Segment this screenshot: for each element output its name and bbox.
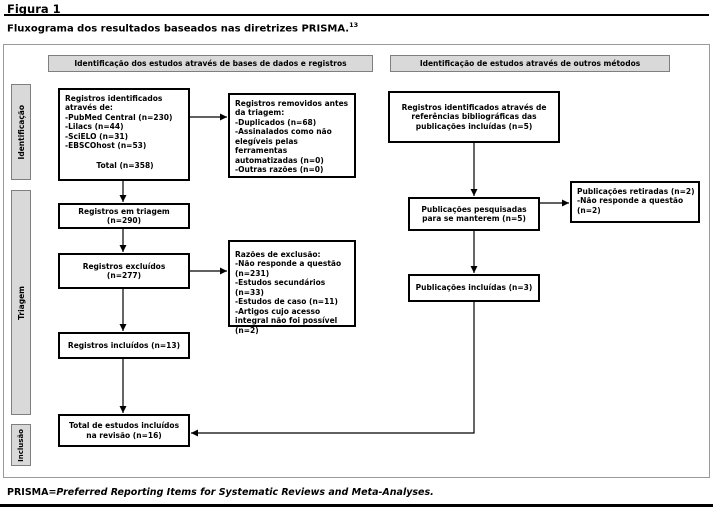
top-divider <box>4 14 709 16</box>
box-pubs-withdrawn <box>570 181 700 223</box>
box-records-removed-title: Registros removidos antes da triagem: <box>235 99 349 118</box>
box-records-identified-item: -Lilacs (n=44) <box>65 122 124 132</box>
box-records-removed-item: -Outras razões (n=0) <box>235 165 324 175</box>
figure-caption <box>7 21 358 34</box>
header-other-methods: Identificação de estudos através de outros métodos <box>390 55 670 72</box>
box-records-removed-item: -Assinalados como não elegíveis pelas ferramentas automatizadas (n=0) <box>235 127 332 165</box>
box-records-identified-item: -PubMed Central (n=230) <box>65 112 173 122</box>
box-pubs-sought: Publicações pesquisadas para se manterem (n=5) <box>408 197 540 231</box>
figure-caption-superscript: 13 <box>349 21 359 29</box>
box-total-included: Total de estudos incluídos na revisão (n=16) <box>58 414 190 447</box>
stage-label-screening-text: Triagem <box>16 285 26 320</box>
box-pubs-included: Publicações incluídas (n=3) <box>408 274 540 302</box>
box-exclusion-reasons-item: -Artigos cujo acesso integral não foi possível (n=2) <box>235 306 338 335</box>
box-records-identified-title: Registros identificados através de: <box>65 94 163 113</box>
box-exclusion-reasons-item: -Estudos de caso (n=11) <box>235 297 338 307</box>
box-exclusion-reasons-item: -Não responde a questão (n=231) <box>235 259 342 278</box>
figure-caption-text: Fluxograma dos resultados baseados nas diretrizes PRISMA. <box>7 23 350 35</box>
box-records-included: Registros incluídos (n=13) <box>58 332 190 359</box>
box-pubs-withdrawn-title: Publicações retiradas (n=2) <box>577 187 695 196</box>
stage-label-inclusion-text: Inclusão <box>17 428 25 462</box>
box-exclusion-reasons-item: -Estudos secundários (n=33) <box>235 278 326 297</box>
box-exclusion-reasons <box>228 240 356 335</box>
stage-label-identification <box>11 84 31 180</box>
figure-footnote <box>7 487 434 498</box>
box-records-identified <box>58 88 190 181</box>
box-records-removed-item: -Duplicados (n=68) <box>235 117 317 127</box>
box-records-identified-total: Total (n=358) <box>96 160 154 170</box>
figure-label: Figura 1 <box>7 2 61 16</box>
box-records-removed <box>228 93 356 178</box>
bottom-divider <box>0 504 713 507</box>
box-records-identified-item: -SciELO (n=31) <box>65 131 129 141</box>
box-pubs-withdrawn-item: -Não responde a questão (n=2) <box>577 196 684 215</box>
box-records-excluded: Registros excluídos (n=277) <box>58 253 190 289</box>
figure-footnote-prefix: PRISMA= <box>7 487 57 498</box>
box-exclusion-reasons-title: Razões de exclusão: <box>235 250 321 259</box>
stage-label-identification-text: Identificação <box>16 104 26 160</box>
box-refs-identified: Registros identificados através de referências bibliográficas das publicações incluídas (n=5) <box>388 91 560 143</box>
stage-label-screening <box>11 190 31 415</box>
header-databases: Identificação dos estudos através de bases de dados e registros <box>48 55 373 72</box>
figure-footnote-definition: Preferred Reporting Items for Systematic Reviews and Meta-Analyses. <box>56 487 434 498</box>
box-records-identified-item: -EBSCOhost (n=53) <box>65 141 147 151</box>
box-records-screened: Registros em triagem (n=290) <box>58 203 190 229</box>
stage-label-inclusion <box>11 424 31 466</box>
